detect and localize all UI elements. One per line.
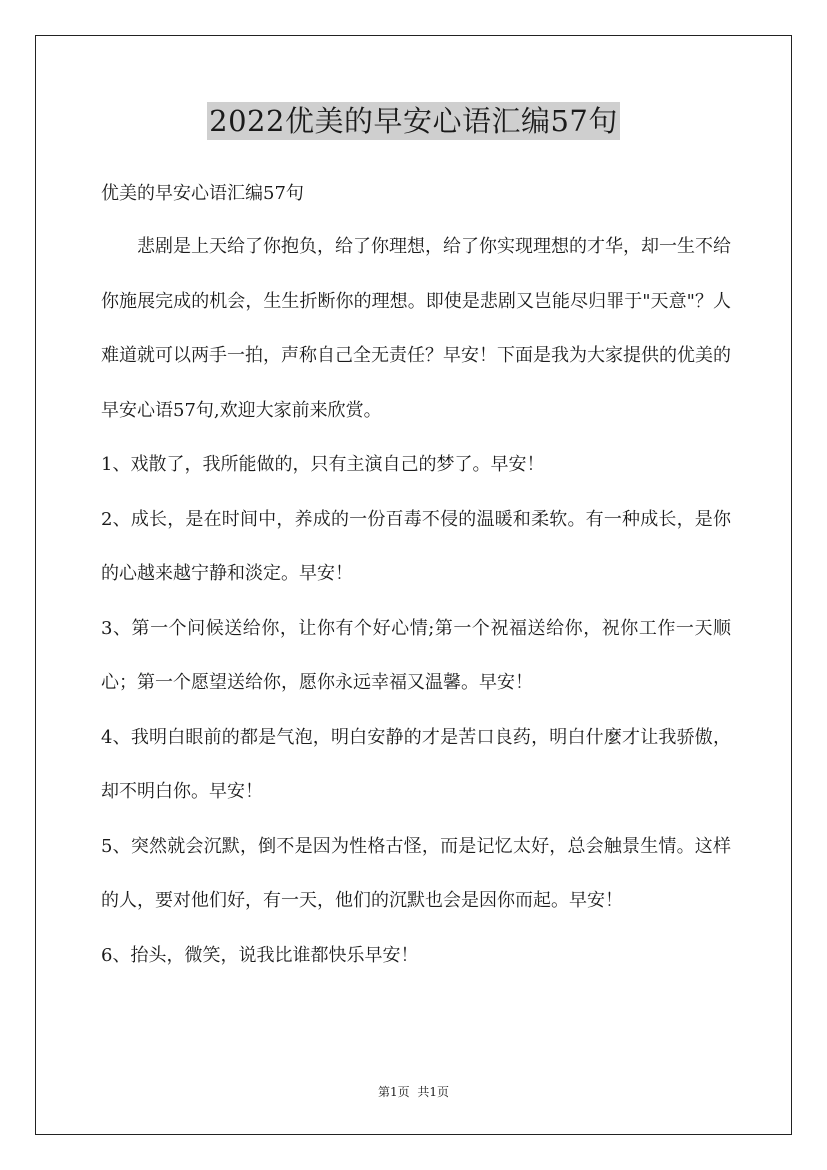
list-item: 5、突然就会沉默，倒不是因为性格古怪，而是记忆太好，总会触景生情。这样的人，要对他们好，有一天，他们的沉默也会是因你而起。早安！ bbox=[101, 835, 731, 911]
document-subtitle: 优美的早安心语汇编57句 bbox=[101, 183, 304, 204]
intro-paragraph: 悲剧是上天给了你抱负，给了你理想，给了你实现理想的才华，却一生不给你施展完成的机会，生生折断你的理想。即使是悲剧又岂能尽归罪于"天意"？人难道就可以两手一拍，声称自己全无责任？早安！下面是我为大家提供的优美的早安心语57句,欢迎大家前来欣赏。 bbox=[101, 236, 731, 421]
list-item: 1、戏散了，我所能做的，只有主演自己的梦了。早安！ bbox=[101, 454, 545, 475]
list-item: 3、第一个问候送给你，让你有个好心情;第一个祝福送给你，祝你工作一天顺心；第一个愿望送给你，愿你永远幸福又温馨。早安！ bbox=[101, 617, 731, 693]
document-body bbox=[101, 168, 731, 983]
title-wrapper bbox=[0, 102, 827, 140]
page-footer: 第1页 共1页 bbox=[377, 1085, 450, 1099]
document-title: 2022优美的早安心语汇编57句 bbox=[209, 104, 618, 138]
list-item: 4、我明白眼前的都是气泡，明白安静的才是苦口良药，明白什麼才让我骄傲，却不明白你。早安！ bbox=[101, 726, 731, 802]
list-item: 2、成长，是在时间中，养成的一份百毒不侵的温暖和柔软。有一种成长，是你的心越来越宁静和淡定。早安！ bbox=[101, 508, 731, 584]
list-item: 6、抬头，微笑，说我比谁都快乐早安！ bbox=[101, 944, 419, 966]
